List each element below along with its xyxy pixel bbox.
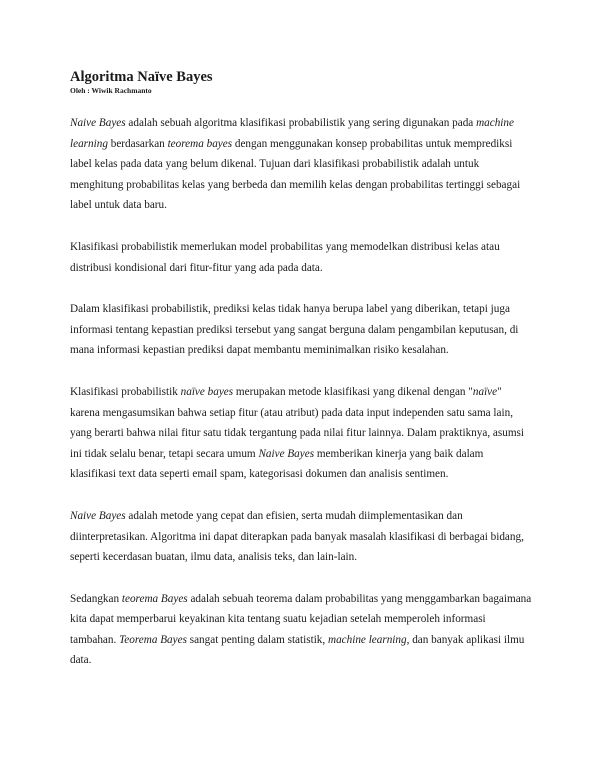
italic-term: Naive Bayes <box>258 447 315 460</box>
paragraph-2: Klasifikasi probabilistik memerlukan model probabilitas yang memodelkan distribusi kelas atau distribusi kondisional dari fitur-fitur yang ada pada data. <box>70 240 500 274</box>
document-page <box>70 68 532 671</box>
italic-term: teorema Bayes <box>121 592 188 605</box>
paragraph-1: Naive Bayes adalah sebuah algoritma klasifikasi probabilistik yang sering digunakan pada machine learning berdasarkan teorema bayes dengan menggunakan konsep probabilitas untuk memprediksi label kelas pada data yang belum dikenal. Tujuan dari klasifikasi probabilistik adalah untuk menghitung probabilitas kelas yang berbeda dan memilih kelas dengan probabilitas tertinggi sebagai label untuk data baru. <box>70 117 521 212</box>
italic-term: naïve <box>472 385 498 398</box>
paragraph-4: Klasifikasi probabilistik naïve bayes merupakan metode klasifikasi yang dikenal dengan "naïve" karena mengasumsikan bahwa setiap fitur (atau atribut) pada data input independen satu sama lain, yang berarti bahwa nilai fitur satu tidak tergantung pada nilai fitur lainnya. Dalam praktiknya, asumsi ini tidak selalu benar, tetapi secara umum Naive Bayes memberikan kinerja yang baik dalam klasifikasi text data seperti email spam, kategorisasi dokumen dan analisis sentimen. <box>70 385 524 481</box>
italic-term: Naive Bayes <box>70 117 126 129</box>
italic-term: naïve bayes <box>180 385 234 398</box>
document-title: Algoritma Naïve Bayes <box>70 69 213 85</box>
paragraph-6: Sedangkan teorema Bayes adalah sebuah teorema dalam probabilitas yang menggambarkan bagaimana kita dapat memperbarui keyakinan kita tentang suatu kejadian setelah memperoleh informasi tambahan. Teorema Bayes sangat penting dalam statistik, machine learning, dan banyak aplikasi ilmu data. <box>70 592 532 667</box>
italic-term: teorema bayes <box>167 137 233 150</box>
italic-term: Naive Bayes <box>70 509 126 522</box>
document-author: Oleh : Wiwik Rachmanto <box>70 86 152 95</box>
paragraph-5: Naive Bayes adalah metode yang cepat dan efisien, serta mudah diimplementasikan dan diinterpretasikan. Algoritma ini dapat diterapkan pada banyak masalah klasifikasi di berbagai bidang, seperti kecerdasan buatan, ilmu data, analisis teks, dan lain-lain. <box>70 509 524 564</box>
italic-term: machine learning <box>328 633 407 646</box>
italic-term: Teorema Bayes <box>119 633 187 646</box>
paragraph-3: Dalam klasifikasi probabilistik, prediksi kelas tidak hanya berupa label yang diberikan, tetapi juga informasi tentang kepastian prediksi tersebut yang sangat berguna dalam pengambilan keputusan, di mana informasi kepastian prediksi dapat membantu meminimalkan risiko kesalahan. <box>70 303 519 357</box>
italic-term: machine learning <box>70 117 514 150</box>
